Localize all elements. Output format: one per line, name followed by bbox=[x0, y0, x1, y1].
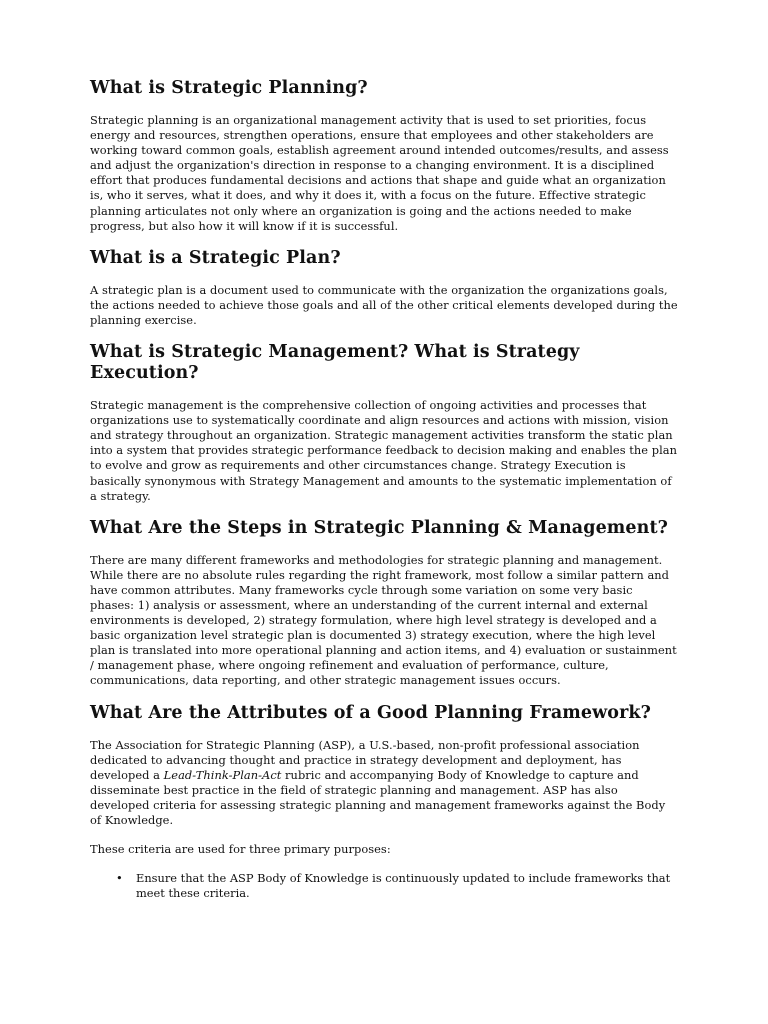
list-item-text: Ensure that the ASP Body of Knowledge is continuously updated to include frameworks that meet these criteria. bbox=[136, 871, 671, 901]
document-page bbox=[90, 78, 680, 901]
section-heading-steps: What Are the Steps in Strategic Planning & Management? bbox=[90, 517, 669, 538]
section-heading-strategic-planning: What is Strategic Planning? bbox=[90, 78, 368, 98]
section-paragraph-steps: There are many different frameworks and methodologies for strategic planning and management. While there are no absolute rules regarding the right framework, most follow a similar pattern and have common attributes. Many frameworks cycle through some variation on some very basic phases: 1) analysis or assessment, where an understanding of the current internal and external environments is developed, 2) strategy formulation, where high level strategy is developed and a basic organization level strategic plan is documented 3) strategy execution, where the high level plan is translated into more operational planning and action items, and 4) evaluation or sustainment / management phase, where ongoing refinement and evaluation of performance, culture, communications, data reporting, and other strategic management issues occurs. bbox=[90, 552, 677, 688]
section-paragraph-attributes bbox=[90, 738, 680, 829]
section-paragraph-purposes-intro: These criteria are used for three primary purposes: bbox=[90, 842, 391, 857]
bullet-icon: • bbox=[116, 871, 123, 886]
section-paragraph-strategic-plan: A strategic plan is a document used to communicate with the organization the organizations goals, the actions needed to achieve those goals and all of the other critical elements developed during the planning exercise. bbox=[90, 282, 678, 327]
section-heading-strategic-plan: What is a Strategic Plan? bbox=[90, 247, 341, 268]
italic-rubric-name: Lead-Think-Plan-Act bbox=[163, 767, 282, 782]
section-paragraph-strategic-management: Strategic management is the comprehensive collection of ongoing activities and processes that organizations use to systematically coordinate and align resources and actions with mission, vision and strategy throughout an organization. Strategic management activities transform the static plan into a system that provides strategic performance feedback to decision making and enables the plan to evolve and grow as requirements and other circumstances change. Strategy Execution is basically synonymous with Strategy Management and amounts to the systematic implementation of a strategy. bbox=[90, 398, 678, 503]
section-heading-attributes: What Are the Attributes of a Good Planning Framework? bbox=[90, 702, 651, 723]
purposes-bullet-list bbox=[90, 871, 680, 901]
paragraph-text-part: The Association for Strategic Planning (ASP), a U.S.-based, non-profit professional association dedicated to advancing thought and practice in strategy development and deployment, has developed a bbox=[90, 737, 640, 782]
list-item bbox=[90, 871, 680, 901]
section-heading-strategic-management: What is Strategic Management? What is Strategy Execution? bbox=[90, 342, 580, 384]
section-paragraph-strategic-planning: Strategic planning is an organizational management activity that is used to set priorities, focus energy and resources, strengthen operations, ensure that employees and other stakeholders are working toward common goals, establish agreement around intended outcomes/results, and assess and adjust the organization's direction in response to a changing environment. It is a disciplined effort that produces fundamental decisions and actions that shape and guide what an organization is, who it serves, what it does, and why it does it, with a focus on the future. Effective strategic planning articulates not only where an organization is going and the actions needed to make progress, but also how it will know if it is successful. bbox=[90, 113, 669, 233]
paragraph-text-part: rubric and accompanying Body of Knowledge to capture and disseminate best practice in the field of strategic planning and management. ASP has also developed criteria for assessing strategic planning and management frameworks against the Body of Knowledge. bbox=[90, 767, 666, 827]
